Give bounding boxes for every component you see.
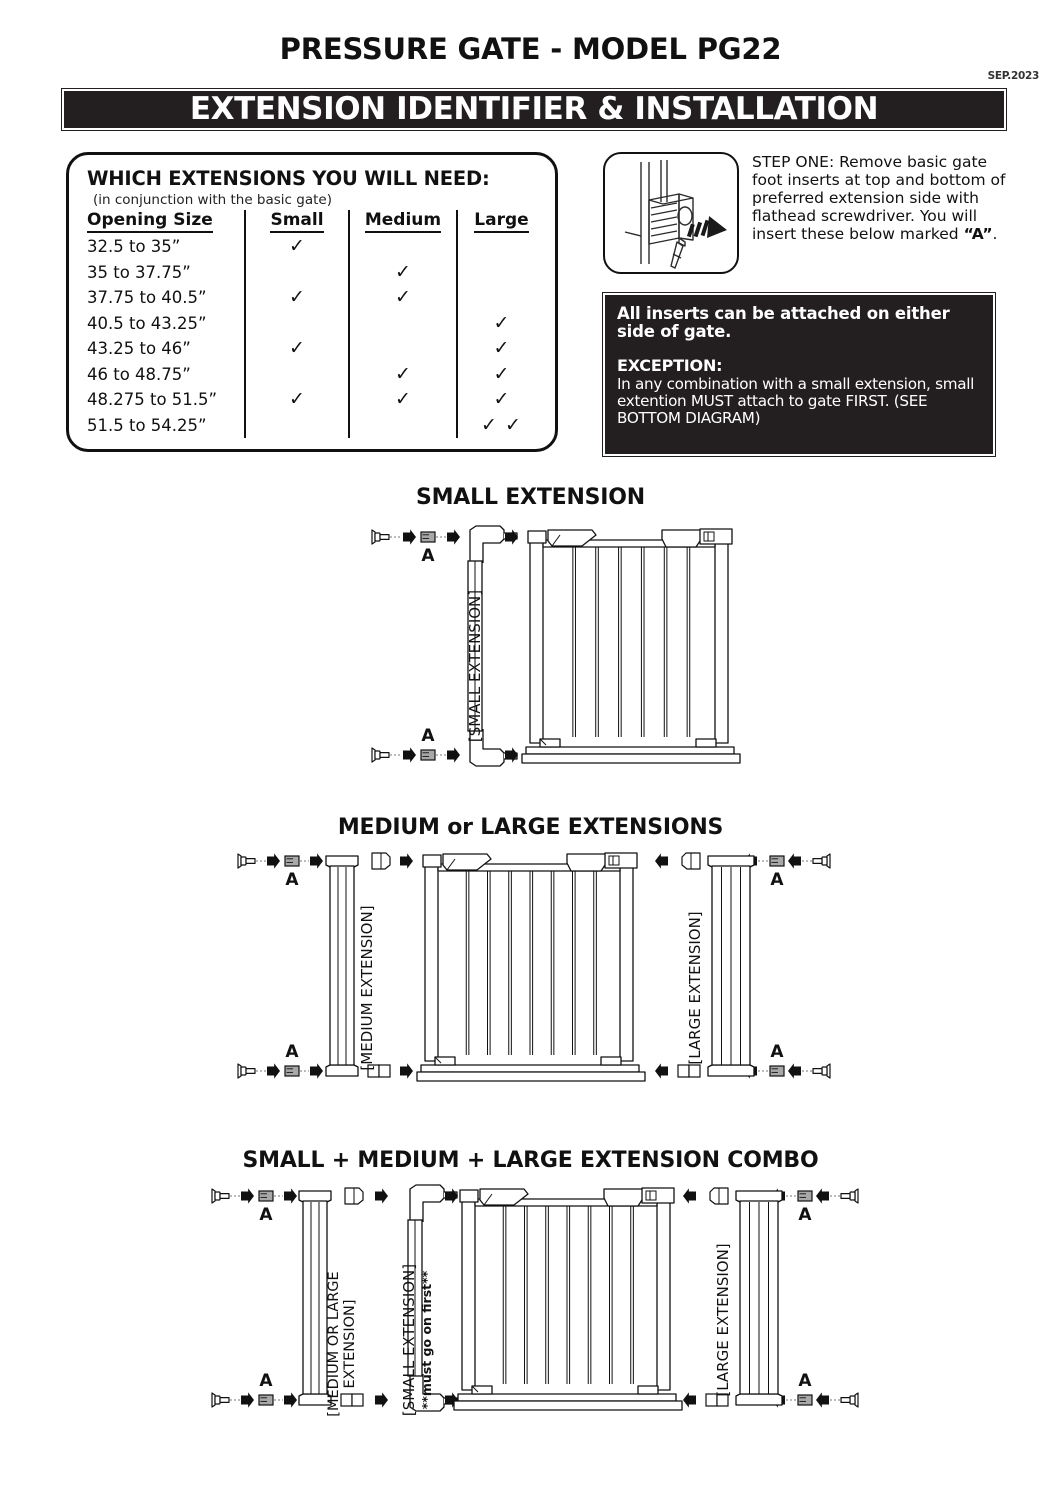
- cell-large-check: ✓: [457, 362, 545, 388]
- screw-icon: [372, 748, 389, 762]
- step-one-illustration: [603, 152, 739, 274]
- flow-arrow-icon: [683, 1188, 696, 1203]
- insert-marker-a: [798, 1371, 812, 1391]
- section-title-small-extension: SMALL EXTENSION: [415, 485, 646, 510]
- cell-medium-check: ✓: [349, 387, 457, 413]
- step-one-marker: “A”: [963, 224, 993, 243]
- screw-icon: [238, 854, 255, 868]
- table-header-row: [87, 210, 545, 234]
- foot-insert-part: [421, 750, 435, 760]
- flow-arrow-icon: [403, 529, 416, 544]
- svg-text:[MEDIUM OR LARGE: [MEDIUM OR LARGE: [326, 1271, 342, 1417]
- cell-large-check: ✓: [457, 336, 545, 362]
- cell-small-check: ✓: [245, 285, 349, 311]
- column-header-medium: [349, 210, 457, 234]
- cell-small-check: ✓: [245, 387, 349, 413]
- flow-arrow-icon: [375, 1392, 388, 1407]
- large-extension-column: [708, 856, 754, 1076]
- step-one-text: [752, 154, 1008, 244]
- flow-arrow-icon: [284, 1392, 297, 1407]
- foot-insert-part: [259, 1191, 273, 1201]
- cell-medium-check: [349, 234, 457, 260]
- svg-text:A: A: [259, 1205, 273, 1225]
- note-line-1: All inserts can be attached on either side of gate.: [617, 304, 950, 342]
- section-title-medium-large: MEDIUM or LARGE EXTENSIONS: [337, 815, 724, 840]
- large-extension-column: [736, 1191, 782, 1405]
- svg-text:A: A: [421, 546, 435, 566]
- flow-arrow-icon: [655, 853, 668, 868]
- pressure-gate-illustration: [522, 529, 740, 763]
- svg-text:[MEDIUM EXTENSION]: [MEDIUM EXTENSION]: [358, 905, 376, 1071]
- insert-marker-a: [259, 1371, 273, 1391]
- flow-arrow-icon: [400, 1063, 413, 1078]
- insert-marker-a: [285, 870, 299, 890]
- svg-text:A: A: [259, 1371, 273, 1391]
- foot-insert-part: [770, 1066, 784, 1076]
- pressure-gate-illustration: [454, 1188, 682, 1410]
- flow-arrow-icon: [816, 1188, 829, 1203]
- screw-icon: [238, 1064, 255, 1078]
- exception-note-box: [603, 293, 995, 456]
- foot-insert-part: [259, 1395, 273, 1405]
- section-title-combo: SMALL + MEDIUM + LARGE EXTENSION COMBO: [242, 1148, 819, 1173]
- diagram-combo-extensions: [0, 1178, 1061, 1423]
- cell-large-check: ✓ ✓: [457, 413, 545, 439]
- flow-arrow-icon: [267, 1063, 280, 1078]
- cell-opening-size: 37.75 to 40.5”: [87, 288, 207, 308]
- mounting-cap-part: [345, 1188, 363, 1204]
- cell-large-check: [457, 234, 545, 260]
- svg-text:[SMALL EXTENSION]: [SMALL EXTENSION]: [400, 1263, 418, 1417]
- extension-top-fitting: [410, 1185, 457, 1222]
- svg-text:[LARGE EXTENSION]: [LARGE EXTENSION]: [714, 1243, 732, 1397]
- flow-arrow-icon: [310, 853, 323, 868]
- extension-label: [466, 590, 484, 742]
- cell-large-check: ✓: [457, 311, 545, 337]
- column-header-large: [457, 210, 545, 234]
- extension-top-fitting: [470, 526, 517, 563]
- note-line-2: In any combination with a small extension, small extention MUST attach to gate FIRST. (SEE BOTTOM DIAGRAM): [617, 374, 975, 428]
- extension-selector-card: [66, 152, 558, 452]
- insert-marker-a: [770, 1042, 784, 1062]
- svg-text:A: A: [770, 1042, 784, 1062]
- cell-opening-size: 51.5 to 54.25”: [87, 415, 207, 435]
- column-header-small: [245, 210, 349, 234]
- insert-marker-a: [285, 1042, 299, 1062]
- flow-arrow-icon: [447, 747, 460, 762]
- cell-opening-size: 46 to 48.75”: [87, 364, 191, 384]
- flow-arrow-icon: [445, 1188, 458, 1203]
- insert-marker-a: [421, 546, 435, 566]
- table-row: [87, 234, 545, 260]
- foot-insert-part: [798, 1191, 812, 1201]
- flow-arrow-icon: [403, 747, 416, 762]
- column-header-opening-size: [87, 210, 245, 234]
- flow-arrow-icon: [505, 747, 518, 762]
- flow-arrow-icon: [241, 1188, 254, 1203]
- cell-small-check: [245, 362, 349, 388]
- extension-label: [326, 1271, 342, 1416]
- table-title: WHICH EXTENSIONS YOU WILL NEED:: [87, 167, 490, 190]
- column-header-large-label: Large: [474, 210, 528, 233]
- svg-text:A: A: [798, 1371, 812, 1391]
- table-row: [87, 285, 545, 311]
- mounting-cap-part: [682, 853, 700, 869]
- cell-medium-check: ✓: [349, 260, 457, 286]
- table-row: [87, 311, 545, 337]
- flow-arrow-icon: [284, 1188, 297, 1203]
- mounting-cap-part: [372, 853, 390, 869]
- medium-extension-column: [326, 856, 358, 1076]
- svg-text:A: A: [770, 870, 784, 890]
- screw-icon: [372, 530, 389, 544]
- foot-insert-part: [770, 856, 784, 866]
- extension-table-body: [87, 234, 545, 438]
- flow-arrow-icon: [505, 529, 518, 544]
- extension-label: [400, 1264, 418, 1416]
- step-one-lead: STEP ONE: Remove basic gate foot inserts at top and bottom of preferred extension side with flathead screwdriver. You will insert these below marked: [752, 153, 1006, 243]
- cell-opening-size: 32.5 to 35”: [87, 237, 181, 257]
- screw-icon: [841, 1189, 858, 1203]
- column-header-medium-label: Medium: [365, 210, 441, 233]
- table-subtitle: (in conjunction with the basic gate): [93, 192, 332, 208]
- flow-arrow-icon: [310, 1063, 323, 1078]
- cell-medium-check: ✓: [349, 285, 457, 311]
- foot-insert-part: [285, 1066, 299, 1076]
- table-row: [87, 413, 545, 439]
- flow-arrow-icon: [375, 1188, 388, 1203]
- foot-insert-part: [421, 532, 435, 542]
- insert-marker-a: [421, 726, 435, 746]
- column-header-small-label: Small: [270, 210, 323, 233]
- flow-arrow-icon: [816, 1392, 829, 1407]
- table-row: [87, 336, 545, 362]
- insert-marker-a: [798, 1205, 812, 1225]
- bracket-part: [678, 1065, 700, 1077]
- cell-large-check: [457, 260, 545, 286]
- revision-date: SEP.2023: [987, 70, 1039, 82]
- svg-text:A: A: [285, 1042, 299, 1062]
- flow-arrow-icon: [788, 853, 801, 868]
- svg-text:EXTENSION]: EXTENSION]: [342, 1299, 358, 1389]
- bracket-part: [341, 1394, 363, 1406]
- insert-marker-a: [259, 1205, 273, 1225]
- cell-opening-size: 35 to 37.75”: [87, 262, 191, 282]
- page-title: PRESSURE GATE - MODEL PG22: [279, 32, 782, 66]
- screw-icon: [212, 1393, 229, 1407]
- diagram-small-extension: [0, 515, 1061, 785]
- insert-marker-a: [770, 870, 784, 890]
- svg-text:[LARGE EXTENSION]: [LARGE EXTENSION]: [686, 911, 704, 1065]
- table-row: [87, 387, 545, 413]
- screw-icon: [813, 1064, 830, 1078]
- cell-small-check: [245, 260, 349, 286]
- svg-text:**must go on first**: **must go on first**: [419, 1270, 434, 1410]
- cell-small-check: ✓: [245, 234, 349, 260]
- pressure-gate-illustration: [417, 853, 645, 1081]
- section-banner: [62, 89, 1006, 130]
- cell-medium-check: [349, 336, 457, 362]
- svg-text:A: A: [798, 1205, 812, 1225]
- diagram-medium-large-extensions: [0, 843, 1061, 1093]
- flow-arrow-icon: [400, 853, 413, 868]
- cell-large-check: [457, 285, 545, 311]
- extension-label: [686, 911, 704, 1064]
- extension-label: [419, 1270, 434, 1409]
- column-header-opening-size-label: Opening Size: [87, 210, 213, 233]
- flow-arrow-icon: [655, 1063, 668, 1078]
- table-row: [87, 260, 545, 286]
- cell-opening-size: 48.275 to 51.5”: [87, 390, 218, 410]
- cell-large-check: ✓: [457, 387, 545, 413]
- foot-insert-part: [798, 1395, 812, 1405]
- cell-opening-size: 43.25 to 46”: [87, 339, 191, 359]
- extension-label: [358, 905, 376, 1070]
- screw-icon: [813, 854, 830, 868]
- flow-arrow-icon: [447, 529, 460, 544]
- flow-arrow-icon: [267, 853, 280, 868]
- screw-icon: [841, 1393, 858, 1407]
- section-banner-label: EXTENSION IDENTIFIER & INSTALLATION: [189, 91, 879, 127]
- extension-label: [714, 1243, 732, 1396]
- svg-text:A: A: [421, 726, 435, 746]
- cell-small-check: ✓: [245, 336, 349, 362]
- foot-insert-part: [285, 856, 299, 866]
- cell-small-check: [245, 413, 349, 439]
- cell-opening-size: 40.5 to 43.25”: [87, 313, 207, 333]
- note-exception-heading: EXCEPTION:: [617, 355, 723, 375]
- cell-small-check: [245, 311, 349, 337]
- svg-text:A: A: [285, 870, 299, 890]
- cell-medium-check: [349, 311, 457, 337]
- extension-label: [342, 1299, 358, 1388]
- extension-table: [87, 210, 545, 438]
- screw-icon: [212, 1189, 229, 1203]
- flow-arrow-icon: [788, 1063, 801, 1078]
- flow-arrow-icon: [241, 1392, 254, 1407]
- cell-medium-check: [349, 413, 457, 439]
- svg-text:[SMALL EXTENSION]: [SMALL EXTENSION]: [466, 589, 484, 743]
- table-row: [87, 362, 545, 388]
- cell-medium-check: ✓: [349, 362, 457, 388]
- mounting-cap-part: [710, 1188, 728, 1204]
- flow-arrow-icon: [683, 1392, 696, 1407]
- step-one-tail: .: [992, 224, 998, 243]
